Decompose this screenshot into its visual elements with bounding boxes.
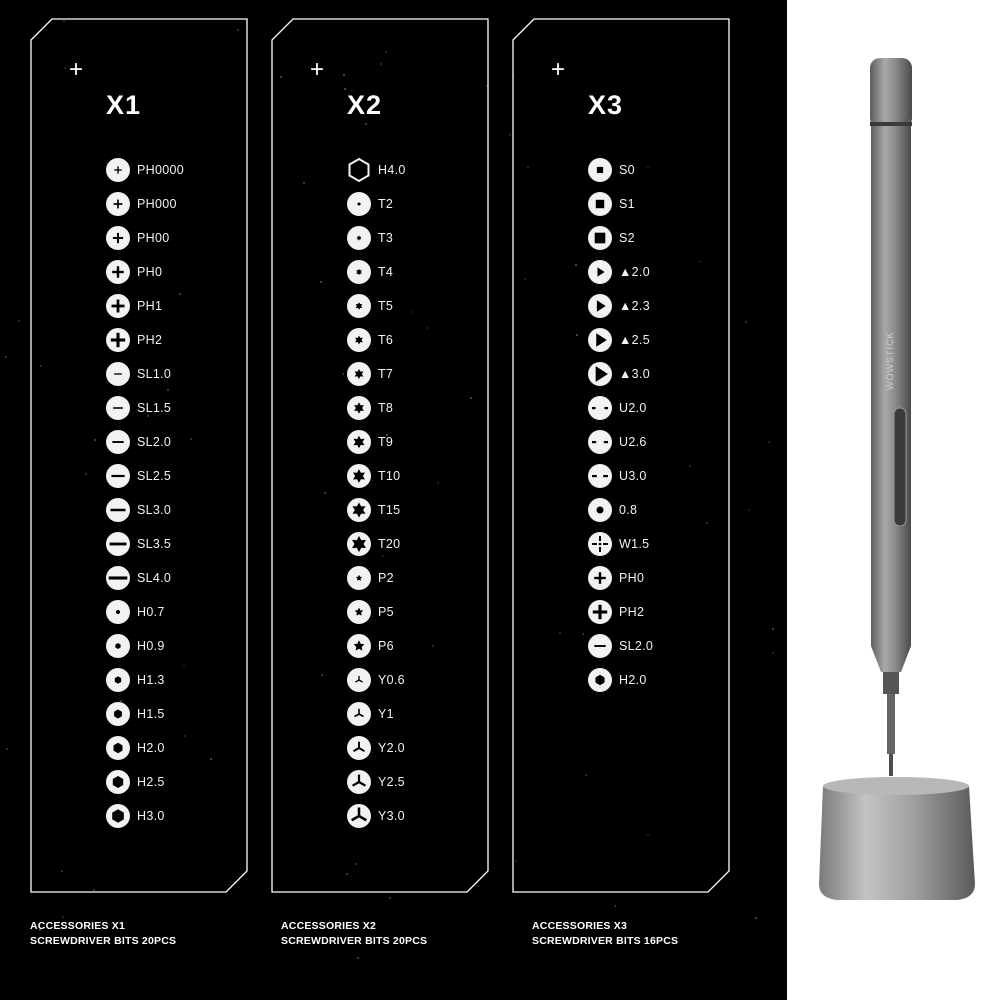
bit-label: T8	[378, 401, 394, 415]
slotted-bit-icon	[105, 395, 131, 421]
bit-label: SL3.0	[137, 503, 172, 517]
bit-item	[105, 531, 171, 557]
bit-label: T4	[378, 265, 394, 279]
phillips-bit-icon	[105, 327, 131, 353]
slotted-bit-icon	[105, 361, 131, 387]
star-speck	[772, 628, 774, 630]
tri-wing-bit-icon	[346, 803, 372, 829]
bit-label: H2.0	[619, 673, 647, 687]
bit-item	[587, 667, 647, 693]
pentalobe-bit-icon	[346, 633, 372, 659]
bit-label: S2	[619, 231, 635, 245]
bit-label: S0	[619, 163, 635, 177]
bit-label: SL3.5	[137, 537, 172, 551]
panel-x3	[512, 18, 730, 893]
u-bit-icon	[587, 429, 613, 455]
caption-line2: SCREWDRIVER BITS 20PCS	[281, 935, 428, 947]
bit-label: H2.5	[137, 775, 165, 789]
caption-line2: SCREWDRIVER BITS 16PCS	[532, 935, 679, 947]
bit-label: T3	[378, 231, 394, 245]
star-speck	[357, 957, 359, 959]
caption-x3	[532, 919, 678, 949]
panel-x2	[271, 18, 489, 893]
bit-item	[105, 429, 171, 455]
torx-bit-icon	[346, 531, 372, 557]
bit-label: W1.5	[619, 537, 650, 551]
phillips-bit-icon	[105, 293, 131, 319]
dot-bit-icon	[587, 497, 613, 523]
panel-title: X3	[588, 90, 624, 120]
pentalobe-bit-icon	[346, 565, 372, 591]
bit-label: H0.9	[137, 639, 165, 653]
bit-label: T6	[378, 333, 394, 347]
torx-bit-icon	[346, 429, 372, 455]
bit-label: P6	[378, 639, 394, 653]
bit-item	[105, 463, 171, 489]
phillips-bit-icon	[105, 157, 131, 183]
star-speck	[62, 916, 64, 918]
bit-item	[587, 463, 647, 489]
star-speck	[755, 917, 757, 919]
bit-item	[346, 497, 400, 523]
star-speck	[389, 897, 391, 899]
phillips-bit-icon	[105, 191, 131, 217]
bit-label: T15	[378, 503, 401, 517]
bit-label: H1.3	[137, 673, 165, 687]
bit-item	[346, 735, 405, 761]
caption-line1: ACCESSORIES X2	[281, 920, 376, 932]
bit-item	[587, 191, 635, 217]
hex-bit-icon	[105, 633, 131, 659]
bit-item	[587, 633, 653, 659]
bit-label: Y2.5	[378, 775, 405, 789]
bit-label: Y2.0	[378, 741, 405, 755]
u-bit-icon	[587, 463, 613, 489]
bit-label: T2	[378, 197, 394, 211]
bit-item	[105, 735, 165, 761]
panel-title: X1	[106, 90, 142, 120]
bit-item	[587, 599, 644, 625]
bit-item	[346, 701, 394, 727]
star-speck	[5, 356, 7, 358]
triangle-bit-icon	[587, 327, 613, 353]
torx-bit-icon	[346, 497, 372, 523]
square-bit-icon	[587, 191, 613, 217]
bit-label: H1.5	[137, 707, 165, 721]
pentalobe-bit-icon	[346, 599, 372, 625]
bit-item	[346, 361, 393, 387]
slotted-bit-icon	[105, 497, 131, 523]
panel-frame	[271, 18, 489, 893]
bit-label: P5	[378, 605, 394, 619]
panel-title: X2	[347, 90, 383, 120]
caption-line2: SCREWDRIVER BITS 20PCS	[30, 935, 177, 947]
bit-item	[105, 225, 169, 251]
bit-item	[346, 599, 394, 625]
caption-x2	[281, 919, 427, 949]
star-speck	[509, 134, 511, 136]
panel-frame	[30, 18, 248, 893]
bit-item	[105, 497, 171, 523]
bit-item	[587, 565, 644, 591]
bit-label: ▲2.3	[619, 299, 650, 313]
bit-item	[105, 395, 171, 421]
bit-item	[587, 259, 650, 285]
panel-frame	[512, 18, 730, 893]
bit-label: Y1	[378, 707, 394, 721]
hex-bit-icon	[105, 769, 131, 795]
caption-line1: ACCESSORIES X1	[30, 920, 125, 932]
bit-label: SL4.0	[137, 571, 172, 585]
bit-item	[587, 293, 650, 319]
panel-x1	[30, 18, 248, 893]
hex-bit-icon	[587, 667, 613, 693]
bit-label: PH000	[137, 197, 177, 211]
plus-icon: +	[310, 56, 325, 83]
bit-label: T7	[378, 367, 394, 381]
bit-label: PH00	[137, 231, 170, 245]
triangle-bit-icon	[587, 293, 613, 319]
bit-item	[587, 395, 647, 421]
torx-bit-icon	[346, 293, 372, 319]
bit-label: S1	[619, 197, 635, 211]
bit-item	[105, 361, 171, 387]
hex-outline-bit-icon	[346, 157, 372, 183]
star-speck	[745, 321, 747, 323]
bit-item	[346, 565, 394, 591]
bit-label: H3.0	[137, 809, 165, 823]
bit-item	[105, 633, 165, 659]
bit-item	[105, 769, 165, 795]
bit-label: T5	[378, 299, 394, 313]
bit-item	[105, 667, 165, 693]
bit-label: SL1.5	[137, 401, 172, 415]
star-speck	[6, 748, 8, 750]
hex-bit-icon	[105, 701, 131, 727]
star-speck	[748, 509, 750, 511]
product-photo	[787, 0, 1000, 1000]
slotted-bit-icon	[105, 531, 131, 557]
phillips-bit-icon	[587, 599, 613, 625]
bit-item	[346, 463, 400, 489]
bit-label: H0.7	[137, 605, 165, 619]
bit-label: PH2	[137, 333, 163, 347]
bit-item	[105, 293, 162, 319]
plus-icon: +	[551, 56, 566, 83]
bit-label: Y3.0	[378, 809, 405, 823]
bit-item	[587, 361, 650, 387]
torx-bit-icon	[346, 191, 372, 217]
bit-item	[346, 293, 393, 319]
star-speck	[768, 441, 770, 443]
bit-item	[105, 327, 162, 353]
bit-item	[346, 803, 405, 829]
bit-item	[105, 157, 184, 183]
phillips-bit-icon	[587, 565, 613, 591]
torx-bit-icon	[346, 395, 372, 421]
bit-label: U3.0	[619, 469, 647, 483]
bit-item	[346, 395, 393, 421]
square-bit-icon	[587, 225, 613, 251]
torx-bit-icon	[346, 361, 372, 387]
tri-wing-bit-icon	[346, 735, 372, 761]
hex-bit-icon	[105, 599, 131, 625]
torx-bit-icon	[346, 225, 372, 251]
torx-bit-icon	[346, 463, 372, 489]
bit-label: ▲2.5	[619, 333, 650, 347]
bit-item	[346, 667, 405, 693]
bit-label: SL2.0	[619, 639, 654, 653]
slotted-bit-icon	[105, 463, 131, 489]
caption-x1	[30, 919, 176, 949]
bit-label: T9	[378, 435, 394, 449]
triangle-bit-icon	[587, 259, 613, 285]
triangle-bit-icon	[587, 361, 613, 387]
bit-item	[346, 327, 393, 353]
screwdriver-image	[787, 0, 1000, 1000]
w-bit-icon	[587, 531, 613, 557]
bit-label: SL2.5	[137, 469, 172, 483]
tri-wing-bit-icon	[346, 769, 372, 795]
bit-label: PH2	[619, 605, 645, 619]
u-bit-icon	[587, 395, 613, 421]
bit-item	[105, 599, 165, 625]
bit-label: T20	[378, 537, 401, 551]
bit-item	[346, 259, 393, 285]
bit-label: H2.0	[137, 741, 165, 755]
bit-item	[346, 769, 405, 795]
bit-item	[105, 803, 165, 829]
slotted-bit-icon	[105, 565, 131, 591]
bit-label: SL2.0	[137, 435, 172, 449]
torx-bit-icon	[346, 327, 372, 353]
bit-label: H4.0	[378, 163, 406, 177]
bit-label: PH0	[619, 571, 645, 585]
bit-item	[346, 633, 394, 659]
phillips-bit-icon	[105, 225, 131, 251]
plus-icon: +	[69, 56, 84, 83]
bit-label: SL1.0	[137, 367, 172, 381]
phillips-bit-icon	[105, 259, 131, 285]
brand-label: WOWSTICK	[885, 331, 895, 390]
bit-item	[346, 225, 393, 251]
bit-item	[346, 157, 406, 183]
star-speck	[614, 905, 616, 907]
hex-bit-icon	[105, 803, 131, 829]
bit-item	[587, 429, 647, 455]
bit-label: PH1	[137, 299, 163, 313]
bit-label: P2	[378, 571, 394, 585]
bit-label: 0.8	[619, 503, 638, 517]
bit-label: PH0	[137, 265, 163, 279]
bit-label: T10	[378, 469, 401, 483]
bit-label: ▲3.0	[619, 367, 650, 381]
bit-label: U2.6	[619, 435, 647, 449]
hex-bit-icon	[105, 667, 131, 693]
slotted-bit-icon	[105, 429, 131, 455]
bit-item	[587, 531, 649, 557]
bit-label: Y0.6	[378, 673, 405, 687]
square-bit-icon	[587, 157, 613, 183]
caption-line1: ACCESSORIES X3	[532, 920, 627, 932]
slotted-bit-icon	[587, 633, 613, 659]
tri-wing-bit-icon	[346, 667, 372, 693]
bit-item	[105, 259, 162, 285]
bit-item	[346, 191, 393, 217]
bit-item	[346, 429, 393, 455]
bit-item	[105, 565, 171, 591]
bit-label: ▲2.0	[619, 265, 650, 279]
bit-label: PH0000	[137, 163, 184, 177]
bit-item	[587, 327, 650, 353]
bit-item	[587, 225, 635, 251]
star-speck	[18, 320, 20, 322]
torx-bit-icon	[346, 259, 372, 285]
bit-item	[346, 531, 400, 557]
star-speck	[772, 652, 774, 654]
bit-label: U2.0	[619, 401, 647, 415]
hex-bit-icon	[105, 735, 131, 761]
bit-item	[105, 191, 177, 217]
bit-item	[105, 701, 165, 727]
bit-item	[587, 157, 635, 183]
bit-item	[587, 497, 637, 523]
tri-wing-bit-icon	[346, 701, 372, 727]
